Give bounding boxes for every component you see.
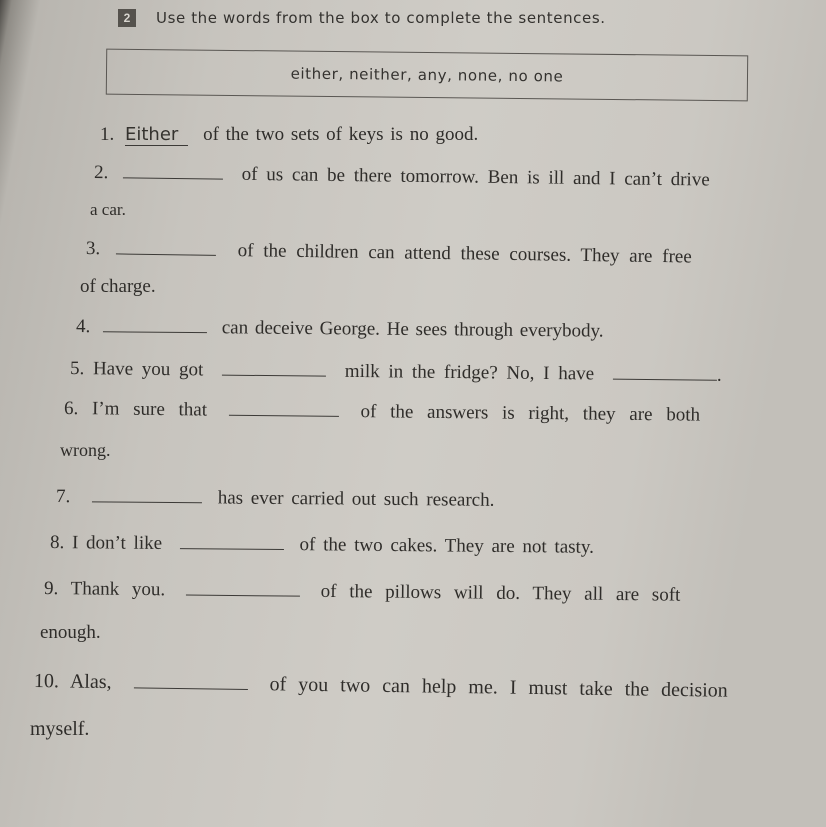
sentence-1: [100, 124, 478, 146]
sentence-text-before: Alas,: [69, 670, 112, 694]
sentence-9-continuation: enough.: [40, 622, 101, 643]
sentence-9: [44, 578, 681, 607]
sentence-number: 2.: [93, 162, 109, 184]
sentence-text: of the children can attend these courses. They are free: [237, 240, 692, 268]
sentence-3: [86, 238, 692, 268]
sentence-7: [56, 486, 495, 512]
answer-blank[interactable]: [123, 165, 223, 179]
sentence-2: [94, 162, 710, 192]
sentence-text-before: I’m sure that: [91, 398, 208, 421]
sentence-2-continuation: a car.: [90, 200, 126, 219]
answer-blank[interactable]: [103, 319, 207, 333]
answer-blank-filled[interactable]: Either: [125, 124, 188, 146]
answer-blank-end[interactable]: [613, 367, 717, 381]
sentence-text: of the two cakes. They are not tasty.: [299, 534, 594, 558]
answer-blank[interactable]: [229, 403, 339, 417]
sentence-text: of the two sets of keys is no good.: [203, 124, 479, 145]
sentence-text-before: Thank you.: [70, 578, 166, 601]
sentence-6-continuation: wrong.: [60, 440, 111, 460]
sentence-text: milk in the fridge? No, I have: [344, 360, 595, 385]
sentence-number: 8.: [49, 532, 65, 554]
sentence-number: 10.: [33, 670, 60, 693]
sentence-10-continuation: myself.: [30, 718, 90, 740]
answer-blank[interactable]: [133, 675, 247, 690]
sentence-text: can deceive George. He sees through everybody.: [221, 317, 604, 342]
sentence-number: 5.: [69, 358, 85, 380]
sentence-10: [34, 670, 728, 703]
sentence-text: of the pillows will do. They all are soft: [320, 580, 681, 606]
answer-blank[interactable]: [186, 582, 300, 596]
sentence-6: [64, 398, 700, 427]
sentence-number: 3.: [85, 238, 101, 260]
sentence-text: of us can be there tomorrow. Ben is ill and I can’t drive: [241, 163, 710, 191]
sentence-4: [76, 316, 604, 343]
sentence-number: 4.: [75, 316, 91, 338]
sentence-text-before: I don’t like: [71, 532, 163, 554]
answer-blank[interactable]: [116, 241, 216, 255]
sentence-3-continuation: of charge.: [80, 276, 156, 297]
sentence-8: [50, 532, 594, 559]
sentence-text-before: Have you got: [92, 358, 204, 381]
sentence-end-punctuation: .: [716, 364, 722, 386]
sentence-text: of you two can help me. I must take the decision: [269, 673, 728, 702]
answer-blank[interactable]: [180, 536, 284, 550]
sentence-number: 9.: [43, 578, 59, 600]
sentence-text: has ever carried out such research.: [217, 487, 495, 511]
answer-blank[interactable]: [92, 489, 202, 503]
word-box-words: either, neither, any, none, no one: [290, 64, 564, 86]
task-instruction: Use the words from the box to complete the sentences.: [156, 9, 606, 27]
sentence-text: of the answers is right, they are both: [360, 401, 701, 426]
task-header: [118, 6, 606, 30]
sentence-5: [70, 358, 722, 387]
sentence-number: 6.: [63, 398, 79, 420]
sentence-number: 7.: [55, 486, 71, 508]
answer-blank[interactable]: [222, 363, 326, 377]
task-number-badge: 2: [118, 9, 136, 27]
sentence-number: 1.: [100, 124, 115, 145]
word-box: [106, 49, 748, 102]
